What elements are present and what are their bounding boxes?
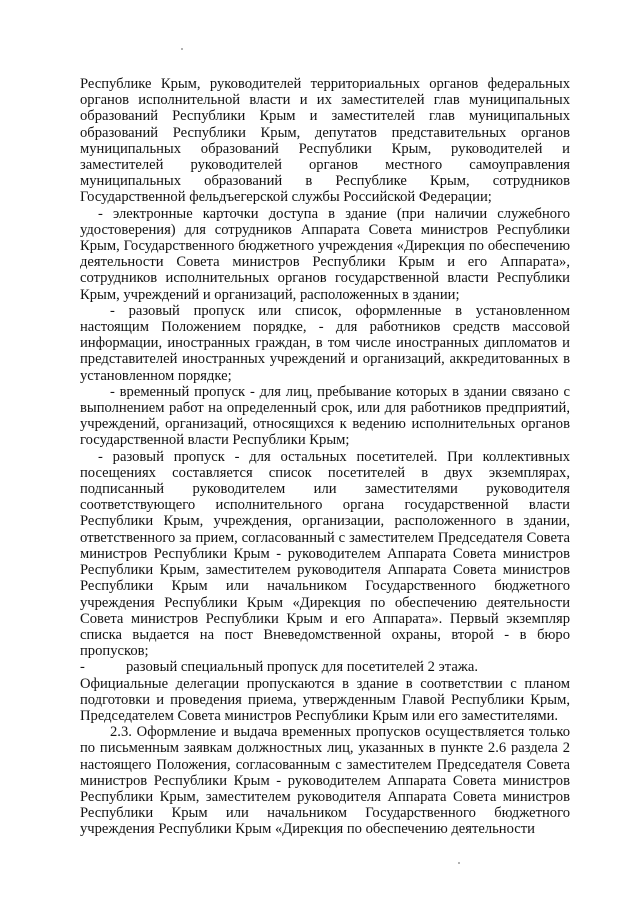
- scan-speck: [181, 48, 183, 50]
- paragraph-temporary-pass: - временный пропуск - для лиц, пребывание которых в здании связано с выполнением работ на определенный срок, или для работников предприятий, учреждений, организаций, относящихся к ведению исполнительных органов государственной власти Республики Крым;: [80, 383, 570, 449]
- paragraph-one-time-pass-others: - разовый пропуск - для остальных посетителей. При коллективных посещениях составляется список посетителей в двух экземплярах, подписанный руководителем или заместителями руководителя соответствующего исполнительного органа государственной власти Республики Крым, учреждения, организации, расположенного в здании, ответственного за прием, согласованный с заместителем Председателя Совета министров Республики Крым - руководителем Аппарата Совета министров Республики Крым, заместителем руководителя Аппарата Совета министров Республики Крым или начальником Государственного бюджетного учреждения Республики Крым «Дирекция по обеспечению деятельности Совета министров Республики Крым и его Аппарата». Первый экземпляр списка выдается на пост Вневедомственной охраны, второй - в бюро пропусков;: [80, 448, 570, 660]
- scan-speck: [458, 862, 460, 864]
- paragraph-section-2-3: 2.3. Оформление и выдача временных пропусков осуществляется только по письменным заявкам должностных лиц, указанных в пункте 2.6 раздела 2 настоящего Положения, согласованным с заместителем Председателя Совета министров Республики Крым - руководителем Аппарата Совета министров Республики Крым, заместителем руководителя Аппарата Совета министров Республики Крым или начальником Государственного бюджетного учреждения Республики Крым «Дирекция по обеспечению деятельности: [80, 724, 570, 838]
- paragraph-electronic-cards: - электронные карточки доступа в здание (при наличии служебного удостоверения) для сотрудников Аппарата Совета министров Республики Крым, Государственного бюджетного учреждения «Дирекция по обеспечению деятельности Совета министров Республики Крым и его Аппарата», сотрудников исполнительных органов государственной власти Республики Крым, учреждений и организаций, расположенных в здании;: [80, 205, 570, 303]
- document-page: [80, 76, 570, 838]
- special-pass-text: разовый специальный пропуск для посетителей 2 этажа.: [126, 659, 479, 676]
- paragraph-continuation: Республике Крым, руководителей территориальных органов федеральных органов исполнительной власти и их заместителей глав муниципальных образований Республики Крым и заместителей глав муниципальных образований Республики Крым, депутатов представительных органов муниципальных образований Республики Крым, руководителей и заместителей руководителей органов местного самоуправления муниципальных образований в Республике Крым, сотрудников Государственной фельдъегерской службы Российской Федерации;: [80, 76, 570, 206]
- paragraph-official-delegations: Официальные делегации пропускаются в здание в соответствии с планом подготовки и проведения приема, утвержденным Главой Республики Крым, Председателем Совета министров Республики Крым или его заместителями.: [80, 675, 570, 724]
- list-dash: -: [80, 659, 85, 676]
- paragraph-special-pass: [80, 659, 570, 675]
- paragraph-one-time-pass-media: - разовый пропуск или список, оформленные в установленном настоящим Положением порядке, - для работников средств массовой информации, иностранных граждан, в том числе иностранных дипломатов и представителей иностранных учреждений и организаций, аккредитованных в установленном порядке;: [80, 302, 570, 384]
